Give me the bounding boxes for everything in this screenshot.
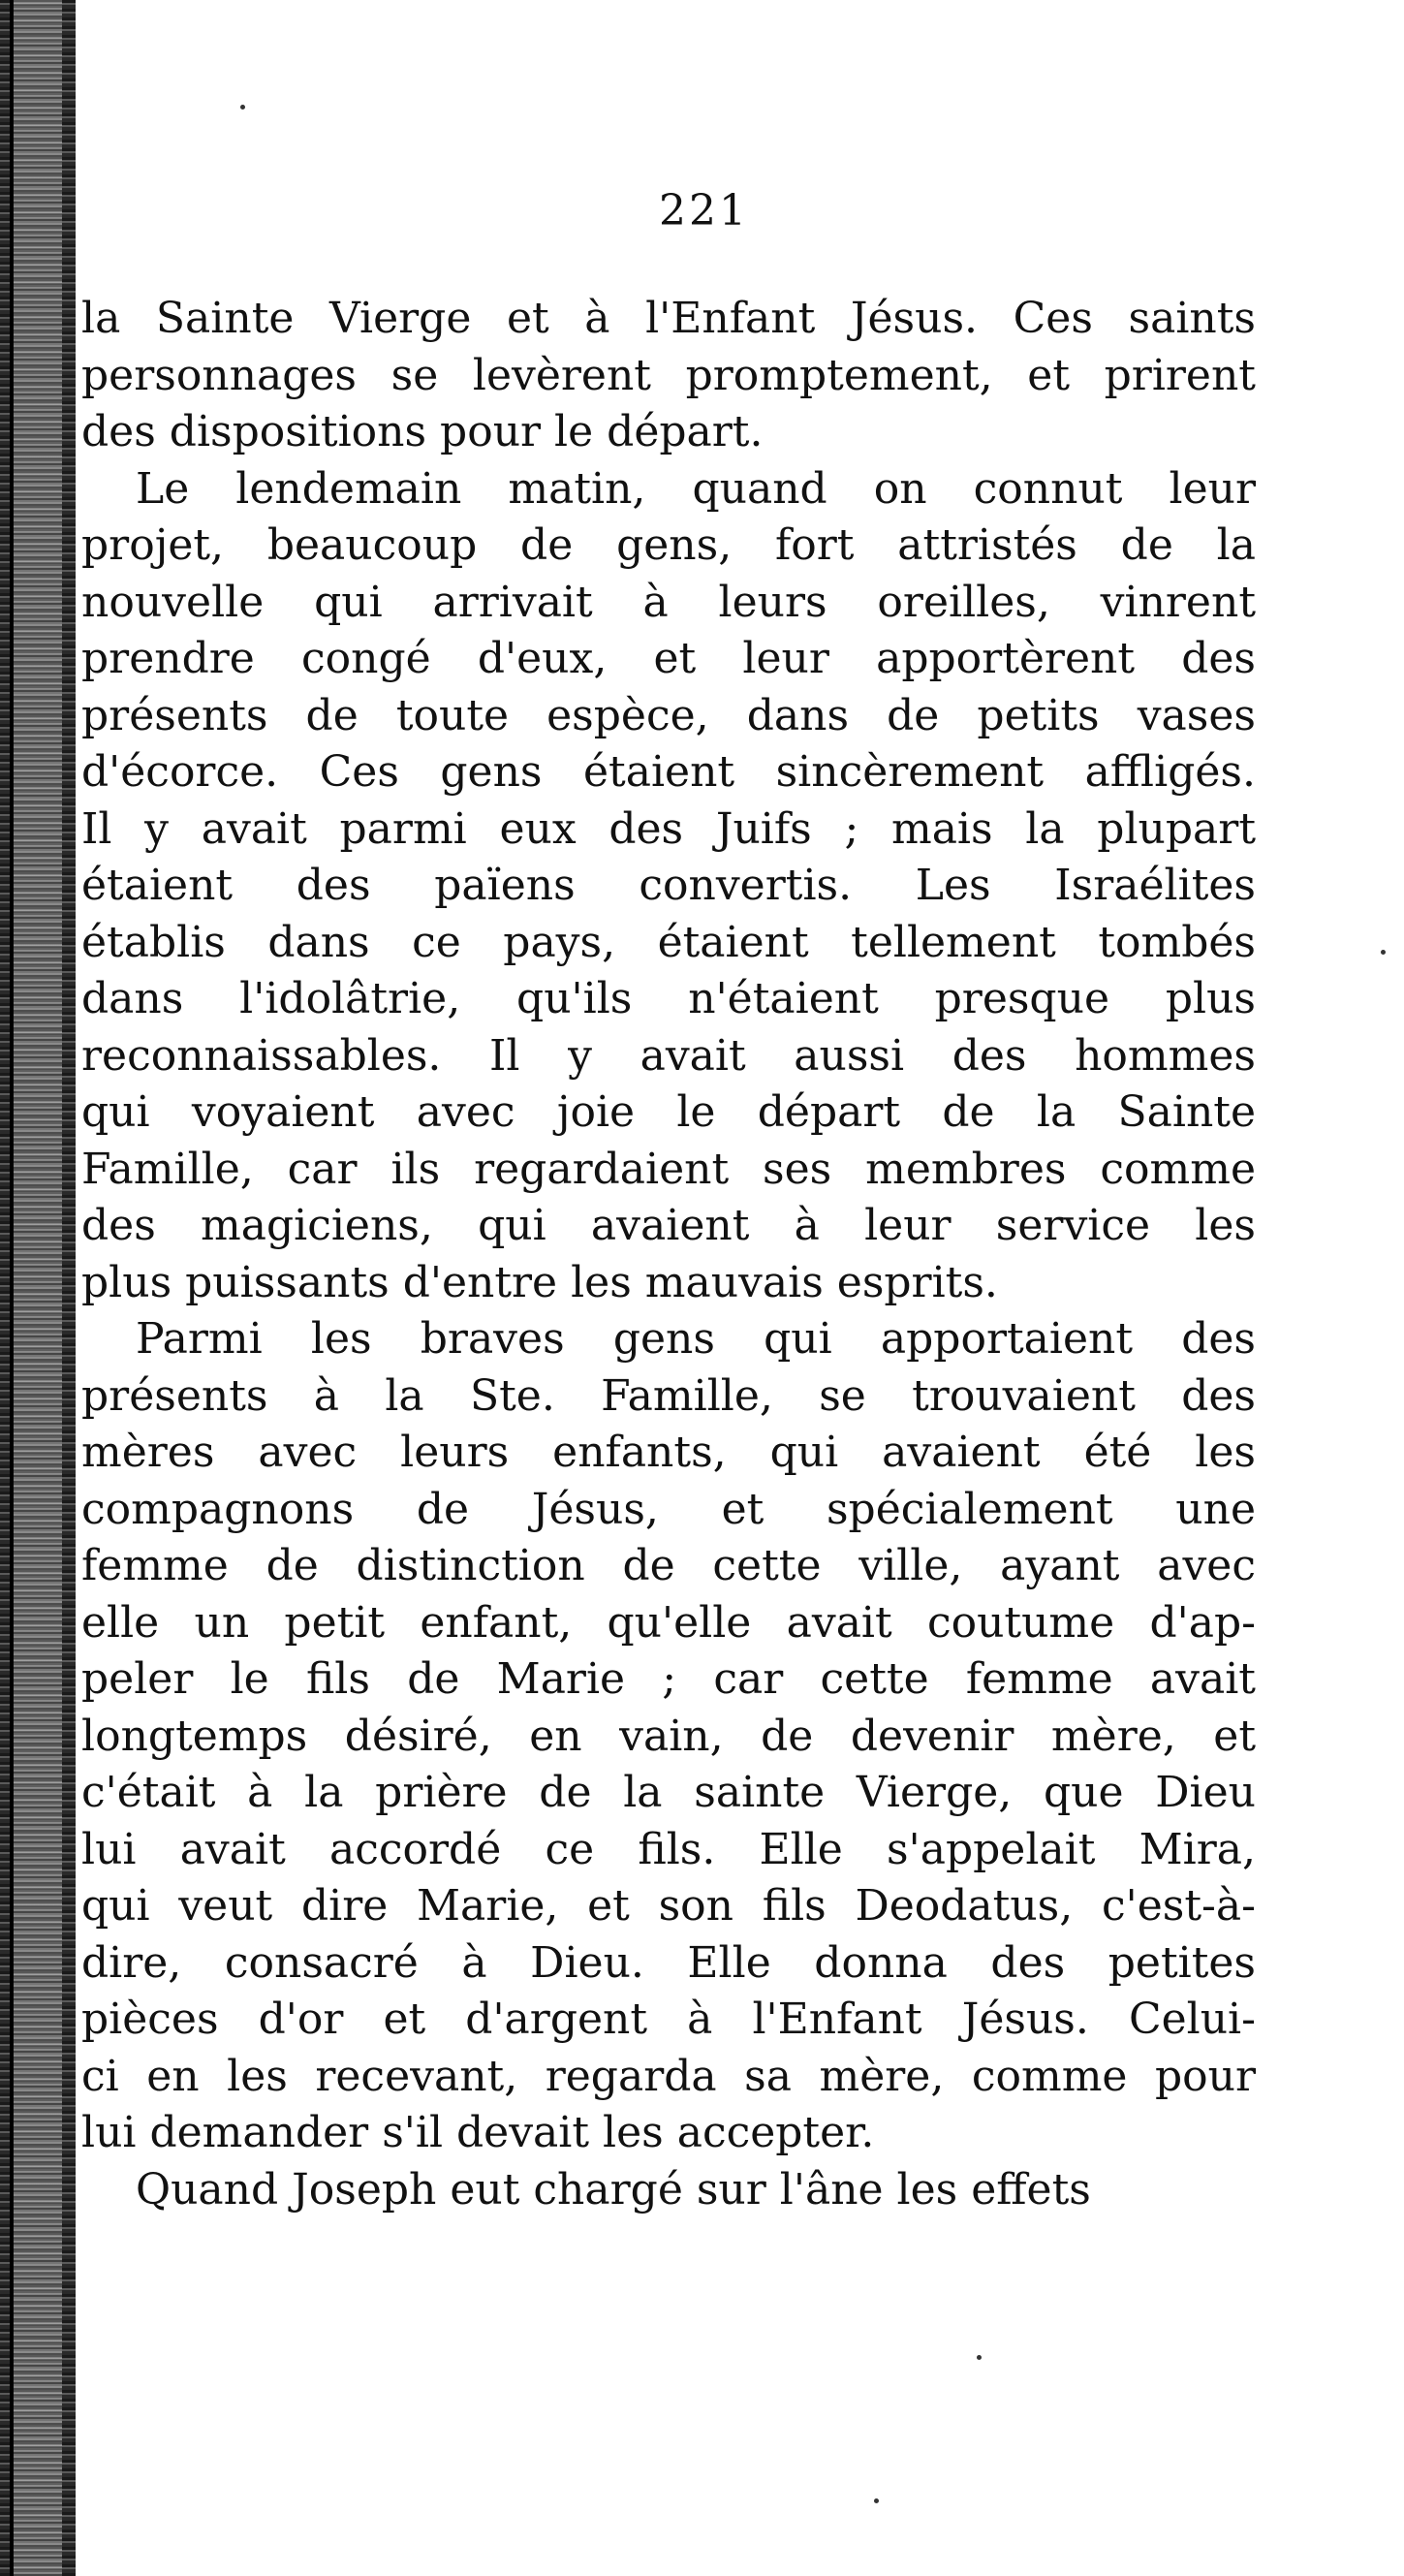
paragraph xyxy=(81,461,1256,1312)
text-line: dire, consacré à Dieu. Elle donna des petites xyxy=(81,1937,1256,1988)
text-line: ci en les recevant, regarda sa mère, comme pour xyxy=(81,2051,1256,2101)
text-line: longtemps désiré, en vain, de devenir mère, et xyxy=(81,1711,1256,1761)
text-line: projet, beaucoup de gens, fort attristés de la xyxy=(81,520,1256,570)
text-line: d'écorce. Ces gens étaient sincèrement affligés. xyxy=(81,747,1256,797)
paragraph xyxy=(81,1311,1256,2162)
text-line: dans l'idolâtrie, qu'ils n'étaient presque plus xyxy=(81,974,1256,1023)
text-line: Quand Joseph eut chargé sur l'âne les effets xyxy=(136,2164,1091,2215)
text-line: étaient des païens convertis. Les Israélites xyxy=(81,861,1256,910)
text-line: mères avec leurs enfants, qui avaient été les xyxy=(81,1428,1256,1477)
text-line: nouvelle qui arrivait à leurs oreilles, vinrent xyxy=(81,577,1256,627)
paragraph xyxy=(81,291,1256,461)
page-text xyxy=(81,291,1256,2218)
text-line: des magiciens, qui avaient à leur service les xyxy=(81,1201,1256,1250)
text-line: établis dans ce pays, étaient tellement tombés xyxy=(81,917,1256,967)
book-binding-texture xyxy=(12,0,62,2576)
text-line: présents à la Ste. Famille, se trouvaient des xyxy=(81,1370,1256,1421)
text-line: personnages se levèrent promptement, et prirent xyxy=(81,350,1256,400)
text-line: compagnons de Jésus, et spécialement une xyxy=(81,1484,1256,1534)
text-line: femme de distinction de cette ville, ayant avec xyxy=(81,1541,1256,1590)
scan-speck xyxy=(1381,950,1386,955)
text-line: qui veut dire Marie, et son fils Deodatus, c'est-à- xyxy=(81,1881,1256,1931)
text-line: présents de toute espèce, dans de petits vases xyxy=(81,690,1256,740)
book-binding-line xyxy=(10,0,14,2576)
text-line: la Sainte Vierge et à l'Enfant Jésus. Ces saints xyxy=(81,294,1256,343)
text-line: prendre congé d'eux, et leur apportèrent des xyxy=(81,634,1256,683)
text-line: c'était à la prière de la sainte Vierge, que Dieu xyxy=(81,1768,1256,1817)
text-line: Parmi les braves gens qui apportaient des xyxy=(136,1314,1256,1364)
text-line: Famille, car ils regardaient ses membres comme xyxy=(81,1144,1256,1194)
text-line: Il y avait parmi eux des Juifs ; mais la plupart xyxy=(81,803,1256,854)
text-line: lui demander s'il devait les accepter. xyxy=(81,2108,875,2157)
text-line: pièces d'or et d'argent à l'Enfant Jésus. Celui- xyxy=(81,1995,1256,2044)
book-page xyxy=(81,0,1326,2576)
text-line: Le lendemain matin, quand on connut leur xyxy=(136,463,1256,514)
text-line: plus puissants d'entre les mauvais esprits. xyxy=(81,1257,998,1307)
text-line: reconnaissables. Il y avait aussi des hommes xyxy=(81,1030,1256,1081)
text-line: qui voyaient avec joie le départ de la Sainte xyxy=(81,1087,1256,1137)
text-line: elle un petit enfant, qu'elle avait coutume d'ap- xyxy=(81,1597,1256,1648)
text-line: peler le fils de Marie ; car cette femme avait xyxy=(81,1654,1256,1704)
text-line: des dispositions pour le départ. xyxy=(81,407,764,456)
paragraph xyxy=(81,2162,1256,2219)
page-number: 221 xyxy=(659,186,749,236)
text-line: lui avait accordé ce fils. Elle s'appelait Mira, xyxy=(81,1824,1256,1874)
